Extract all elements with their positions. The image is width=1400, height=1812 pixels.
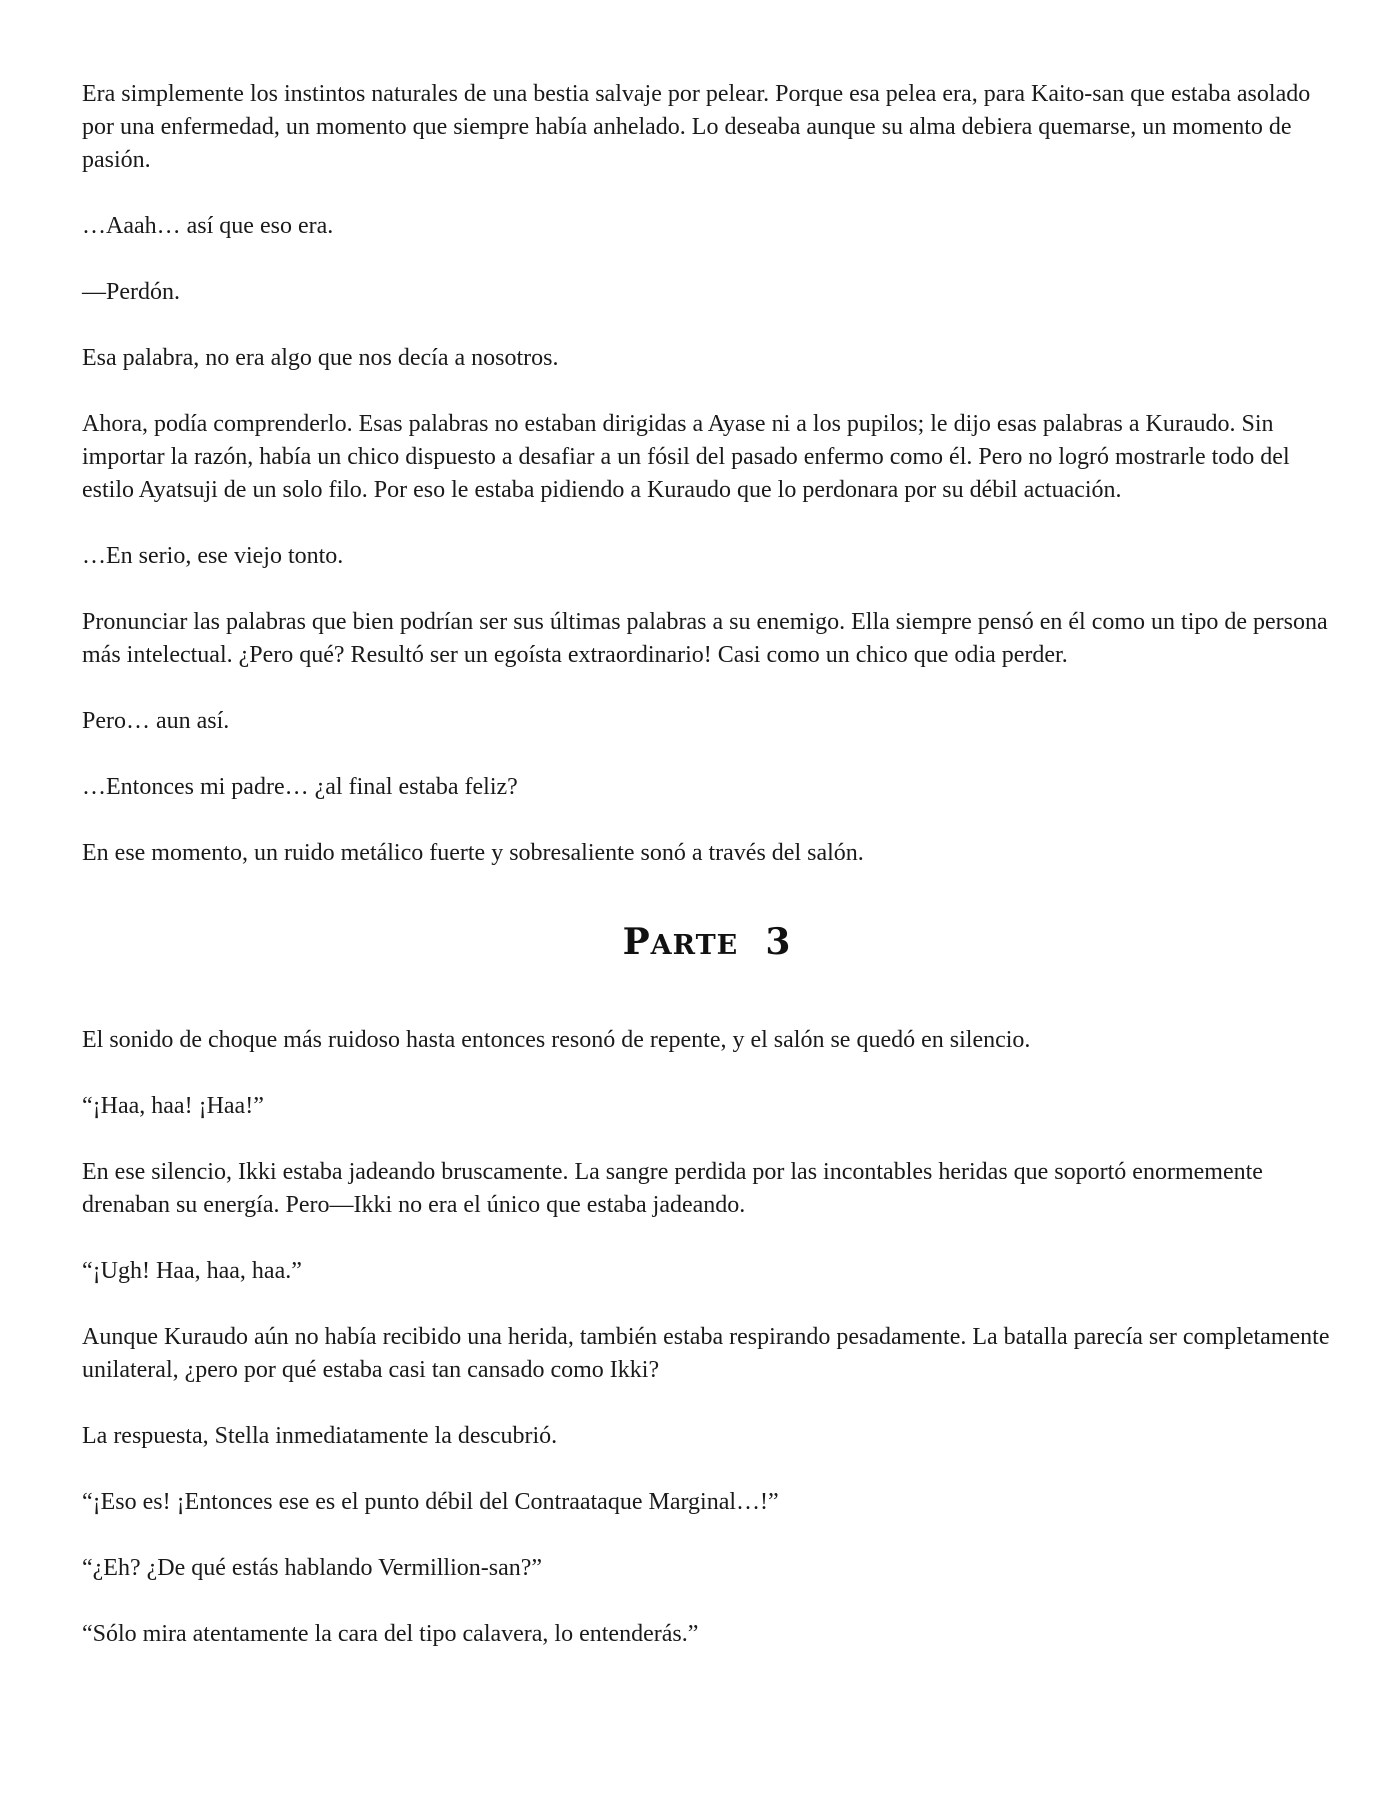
paragraph: …Entonces mi padre… ¿al final estaba feliz?: [82, 774, 518, 800]
section-heading: [82, 920, 1332, 968]
paragraph: Era simplemente los instintos naturales de una bestia salvaje por pelear. Porque esa pelea era, para Kaito-san que estaba asolado por una enfermedad, un momento que siempre había anhelado. Lo deseaba aunque su alma debiera quemarse, un momento de pasión.: [82, 81, 1311, 173]
heading-small-caps: ARTE: [650, 930, 739, 961]
heading-first-letter: P: [622, 921, 651, 963]
paragraph: —Perdón.: [82, 279, 180, 305]
paragraph: Pero… aun así.: [82, 708, 230, 734]
heading-number: 3: [765, 921, 792, 963]
paragraph: “¡Eso es! ¡Entonces ese es el punto débil del Contraataque Marginal…!”: [82, 1489, 779, 1515]
paragraph: En ese momento, un ruido metálico fuerte y sobresaliente sonó a través del salón.: [82, 840, 864, 866]
paragraph: “¡Haa, haa! ¡Haa!”: [82, 1093, 264, 1119]
paragraph: …En serio, ese viejo tonto.: [82, 543, 344, 569]
paragraph: “Sólo mira atentamente la cara del tipo calavera, lo entenderás.”: [82, 1621, 699, 1647]
paragraph: La respuesta, Stella inmediatamente la descubrió.: [82, 1423, 558, 1449]
paragraph: Aunque Kuraudo aún no había recibido una herida, también estaba respirando pesadamente. La batalla parecía ser completamente unilateral, ¿pero por qué estaba casi tan cansado como Ikki?: [82, 1324, 1330, 1383]
paragraph: El sonido de choque más ruidoso hasta entonces resonó de repente, y el salón se quedó en silencio.: [82, 1027, 1031, 1053]
paragraph: “¿Eh? ¿De qué estás hablando Vermillion-san?”: [82, 1555, 543, 1581]
paragraph: Ahora, podía comprenderlo. Esas palabras no estaban dirigidas a Ayase ni a los pupilos; le dijo esas palabras a Kuraudo. Sin importar la razón, había un chico dispuesto a desafiar a un fósil del pasado enfermo como él. Pero no logró mostrarle todo del estilo Ayatsuji de un solo filo. Por eso le estaba pidiendo a Kuraudo que lo perdonara por su débil actuación.: [82, 411, 1290, 503]
paragraph: Pronunciar las palabras que bien podrían ser sus últimas palabras a su enemigo. Ella siempre pensó en él como un tipo de persona más intelectual. ¿Pero qué? Resultó ser un egoísta extraordinario! Casi como un chico que odia perder.: [82, 609, 1328, 668]
paragraph: …Aaah… así que eso era.: [82, 213, 334, 239]
document-page: [82, 78, 1332, 1684]
paragraph: “¡Ugh! Haa, haa, haa.”: [82, 1258, 302, 1284]
paragraph: En ese silencio, Ikki estaba jadeando bruscamente. La sangre perdida por las incontables heridas que soportó enormemente drenaban su energía. Pero—Ikki no era el único que estaba jadeando.: [82, 1159, 1263, 1218]
paragraph: Esa palabra, no era algo que nos decía a nosotros.: [82, 345, 559, 371]
